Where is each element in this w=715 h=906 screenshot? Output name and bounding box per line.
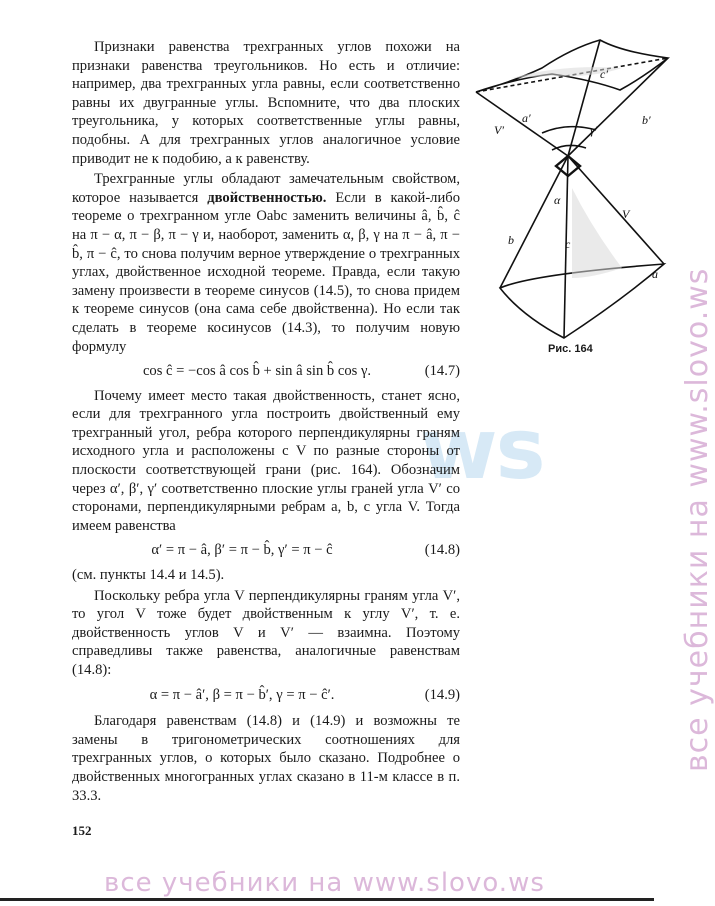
paragraph-why-duality: Почему имеет место такая двойственность, станет ясно, если для трехгранного угла построить двойственный ему трехгранный угол, ребра которого перпендикулярны граням исходного угла и расположены с V по разные стороны от плоскости соответствующей грани (рис. 164). Обозначим через α′, β′, γ′ соответственно плоские углы граней угла V′ со сторонами, перпендикулярными ребрам a, b, c угла V. Тогда имеем равенства (72, 387, 460, 534)
watermark-side-text: все учебники на www.slovo.ws (680, 267, 715, 772)
lower-shading (572, 188, 622, 278)
paragraph-intro: Признаки равенства трехгранных углов похожи на признаки равенства треугольников. Но есть и отличие: например, два трехгранных угла равны, если соответственно равны их двугранные углы. Вспомните, что два плоских треугольника, у которых соответственные углы равны, подобны. А для трехгранных углов аналогичное условие приводит не к подобию, а к равенству. (72, 39, 460, 167)
paragraph-conclusion: Благодаря равенствам (14.8) и (14.9) и возможны те замены в тригонометрических соотношениях для трехгранных углов, о которых было сказано. Подробнее о двойственных многогранных углах сказано в 11-м классе в п. 33.3. (72, 713, 460, 804)
edge-c-prime (568, 40, 600, 156)
watermark-side (648, 267, 715, 780)
formula-14-7 (72, 362, 460, 381)
label-b-prime: b′ (642, 113, 651, 127)
formula-14-9 (72, 686, 460, 705)
bottom-rule (0, 898, 654, 901)
label-c-prime: c′ (600, 67, 608, 81)
upper-cone-outline (476, 40, 668, 92)
figure-164-dual-trihedral-angles (472, 38, 672, 338)
label-c: c (565, 237, 571, 251)
label-gamma-prime: γ′ (590, 123, 598, 137)
page-number: 152 (72, 823, 92, 838)
term-duality: двойственностью. (207, 189, 327, 206)
watermark-center: ws (420, 400, 544, 498)
formula-number: (14.9) (424, 686, 460, 703)
paragraph-duality-after: Если в какой-либо теореме о трехгранном угле Oabc заменить величины â, b̂, ĉ на π − α, π − β, π − γ и, наоборот, заменить α, β, γ на π − â, π − b̂, π − ĉ, то снова получим верное утверждение о трехгранных углах, двойственное исходной теореме. Правда, если такую замену произвести в теореме синусов (14.5), то снова придем к теореме синусов (она сама себе двойственна). Но если так сделать в теореме косинусов (14.3), то получим новую формулу (72, 189, 460, 355)
edge-b (500, 156, 568, 288)
label-a-prime: a′ (522, 111, 531, 125)
paragraph-see-items: (см. пункты 14.4 и 14.5). (72, 567, 225, 584)
label-v: V (622, 207, 630, 221)
formula-expression: α′ = π − â, β′ = π − b̂, γ′ = π − ĉ (151, 542, 333, 559)
watermark-bottom: все учебники на www.slovo.ws (104, 868, 545, 898)
paragraph-duality (72, 170, 460, 356)
paragraph-mutual: Поскольку ребра угла V перпендикулярны граням угла V′, то угол V тоже будет двойственным к углу V′, т. е. двойственность углов V и V′ — взаимна. Поэтому справедливы также равенства, аналогичные равенствам (14.8): (72, 587, 460, 678)
label-b: b (508, 233, 514, 247)
angle-arc-upper (542, 127, 596, 133)
formula-number: (14.7) (424, 363, 460, 380)
figure-caption: Рис. 164 (548, 343, 593, 355)
formula-expression: α = π − â′, β = π − b̂′, γ = π − ĉ′. (149, 686, 335, 703)
formula-14-8 (72, 541, 460, 560)
label-v-prime: V′ (494, 123, 504, 137)
paragraph-duality-before: Трехгранные углы обладают замечательным свойством, которое называется (72, 171, 460, 206)
label-alpha: α (554, 193, 561, 207)
formula-expression: cos ĉ = −cos â cos b̂ + sin â sin b̂ cos γ. (142, 363, 372, 380)
main-text-column (72, 38, 460, 805)
label-a: a (652, 267, 658, 281)
formula-number: (14.8) (424, 542, 460, 559)
